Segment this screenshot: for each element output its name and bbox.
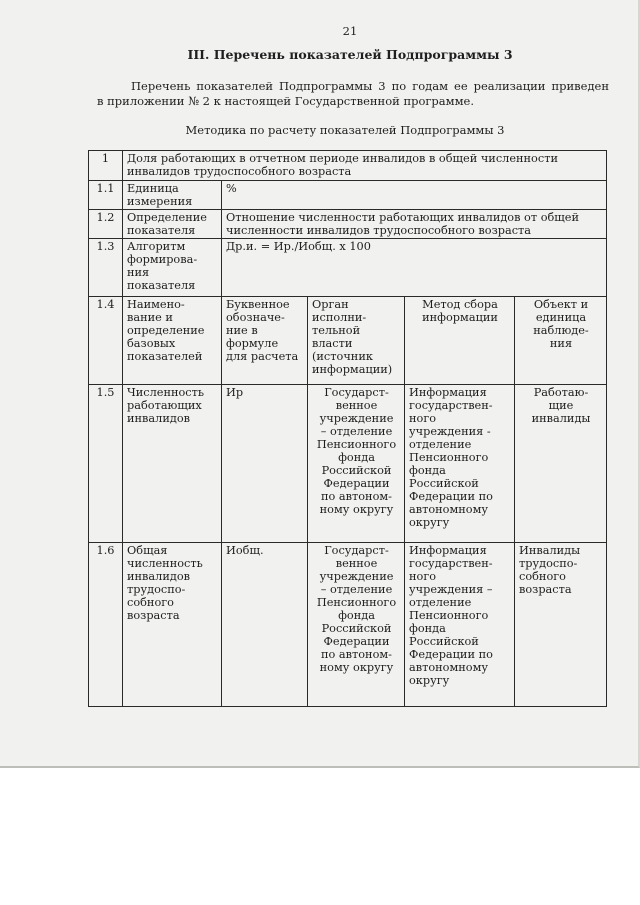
text-line: Иобщ.: [226, 544, 264, 557]
text-line: базовых: [127, 337, 176, 350]
text-line: Численность: [127, 386, 205, 399]
section-title: III. Перечень показателей Подпрограммы 3: [187, 47, 513, 62]
text-line: показателя: [127, 279, 196, 292]
text-line: для расчета: [226, 350, 299, 363]
text-line: – отделение: [320, 583, 393, 596]
text-line: инвалиды: [531, 412, 591, 425]
text-line: трудоспо-: [127, 583, 186, 596]
table-row: [89, 239, 607, 297]
text-line: Пенсионного: [316, 438, 397, 451]
text-line: собного: [519, 570, 566, 583]
text-line: инвалидов: [127, 412, 190, 425]
text-line: учреждения –: [409, 583, 493, 596]
text-line: тельной: [312, 324, 361, 337]
text-line: по автоном-: [320, 648, 392, 661]
table-cell: [222, 543, 308, 707]
text-line: формирова-: [127, 253, 198, 266]
text-line: отделение: [409, 438, 472, 451]
text-line: трудоспо-: [519, 557, 578, 570]
row-number: 1.5: [89, 385, 123, 543]
text-line: обозначе-: [226, 311, 285, 324]
table-cell: [515, 385, 607, 543]
text-line: щие: [548, 399, 574, 412]
row-label-cell: [123, 239, 222, 297]
page-number: 21: [342, 24, 358, 38]
text-line: формуле: [226, 337, 279, 350]
table-cell: [405, 385, 515, 543]
text-line: работающих: [127, 399, 202, 412]
text-line: Работаю-: [533, 386, 589, 399]
row-number: 1.1: [89, 181, 123, 210]
methodology-title: Методика по расчету показателей Подпрограммы 3: [185, 123, 505, 137]
text-line: инвалидов трудоспособного возраста: [127, 165, 352, 178]
text-line: отделение: [409, 596, 472, 609]
unit-value-cell: %: [222, 181, 607, 210]
text-line: информации: [422, 311, 498, 324]
text-line: Пенсионного: [409, 451, 489, 464]
row-label-cell: [123, 181, 222, 210]
text-line: Государст-: [324, 544, 389, 557]
text-line: показателей: [127, 350, 203, 363]
table-row: [89, 181, 607, 210]
indicator-methodology-table: [88, 150, 607, 707]
text-line: ного: [409, 412, 437, 425]
text-line: Пенсионного: [409, 609, 489, 622]
row-number: 1.2: [89, 210, 123, 239]
text-line: ному округу: [319, 661, 394, 674]
text-line: Отношение численности работающих инвалидов от общей: [226, 211, 580, 224]
row-label-cell: [123, 210, 222, 239]
table-cell: [308, 385, 405, 543]
text-line: Инвалиды: [519, 544, 581, 557]
text-line: Общая: [127, 544, 168, 557]
table-cell: [222, 385, 308, 543]
text-line: измерения: [127, 195, 193, 208]
text-line: Российской: [321, 622, 392, 635]
table-header-row: [89, 297, 607, 385]
text-line: Буквенное: [226, 298, 290, 311]
text-line: фонда: [338, 451, 375, 464]
text-line: по автоном-: [320, 490, 392, 503]
text-line: Федерации по: [409, 490, 493, 503]
text-line: Федерации: [323, 477, 390, 490]
text-line: учреждение: [319, 570, 394, 583]
text-line: округу: [409, 674, 450, 687]
column-header-cell: [405, 297, 515, 385]
text-line: информации): [312, 363, 393, 376]
table-cell: [123, 385, 222, 543]
text-line: Информация: [409, 386, 487, 399]
text-line: власти: [312, 337, 353, 350]
text-line: Ир: [226, 386, 244, 399]
table-cell: [123, 543, 222, 707]
text-line: Российской: [321, 464, 392, 477]
text-line: возраста: [127, 609, 180, 622]
text-line: Федерации по: [409, 648, 493, 661]
row-number: 1.3: [89, 239, 123, 297]
row-number: 1: [89, 151, 123, 181]
text-line: фонда: [338, 609, 375, 622]
table-row: [89, 385, 607, 543]
text-line: (источник: [312, 350, 373, 363]
text-line: численность: [127, 557, 203, 570]
text-line: Доля работающих в отчетном периоде инвалидов в общей численности: [127, 152, 558, 165]
text-line: собного: [127, 596, 174, 609]
intro-line: в приложении № 2 к настоящей Государственной программе.: [97, 94, 475, 108]
formula-value-cell: Др.и. = Ир./Иобщ. х 100: [222, 239, 607, 297]
text-line: автономному: [409, 661, 489, 674]
text-line: Алгоритм: [127, 240, 186, 253]
text-line: наблюде-: [533, 324, 589, 337]
text-line: вание и: [127, 311, 173, 324]
text-line: государствен-: [409, 557, 493, 570]
text-line: Объект и: [533, 298, 589, 311]
text-line: учреждение: [319, 412, 394, 425]
text-line: инвалидов: [127, 570, 190, 583]
text-line: венное: [335, 557, 378, 570]
intro-line: Перечень показателей Подпрограммы 3 по годам ее реализации приведен: [131, 79, 609, 93]
text-line: Наимено-: [127, 298, 185, 311]
text-line: венное: [335, 399, 378, 412]
intro-paragraph: [97, 79, 609, 109]
column-header-cell: [308, 297, 405, 385]
row-number: 1.6: [89, 543, 123, 707]
text-line: единица: [535, 311, 587, 324]
column-header-cell: [515, 297, 607, 385]
text-line: исполни-: [312, 311, 367, 324]
column-header-cell: [123, 297, 222, 385]
text-line: Российской: [409, 477, 479, 490]
text-line: ния: [127, 266, 150, 279]
text-line: ному округу: [319, 503, 394, 516]
text-line: государствен-: [409, 399, 493, 412]
text-line: фонда: [409, 622, 446, 635]
table-row: [89, 543, 607, 707]
row-number: 1.4: [89, 297, 123, 385]
text-line: ния: [549, 337, 573, 350]
text-line: Государст-: [324, 386, 389, 399]
text-line: – отделение: [320, 425, 393, 438]
text-line: Информация: [409, 544, 487, 557]
table-cell: [308, 543, 405, 707]
text-line: ние в: [226, 324, 258, 337]
table-row: [89, 151, 607, 181]
text-line: определение: [127, 324, 205, 337]
text-line: Пенсионного: [316, 596, 397, 609]
text-line: ного: [409, 570, 437, 583]
text-line: автономному: [409, 503, 489, 516]
text-line: Единица: [127, 182, 179, 195]
text-line: округу: [409, 516, 450, 529]
text-line: фонда: [409, 464, 446, 477]
text-line: Федерации: [323, 635, 390, 648]
text-line: численности инвалидов трудоспособного возраста: [226, 224, 532, 237]
text-line: Определение: [127, 211, 207, 224]
text-line: Орган: [312, 298, 349, 311]
column-header-cell: [222, 297, 308, 385]
definition-value-cell: [222, 210, 607, 239]
text-line: возраста: [519, 583, 572, 596]
table-row: [89, 210, 607, 239]
indicator-name-cell: [123, 151, 607, 181]
text-line: Российской: [409, 635, 479, 648]
table-cell: [515, 543, 607, 707]
table-cell: [405, 543, 515, 707]
text-line: Метод сбора: [422, 298, 498, 311]
text-line: учреждения -: [409, 425, 491, 438]
text-line: показателя: [127, 224, 196, 237]
